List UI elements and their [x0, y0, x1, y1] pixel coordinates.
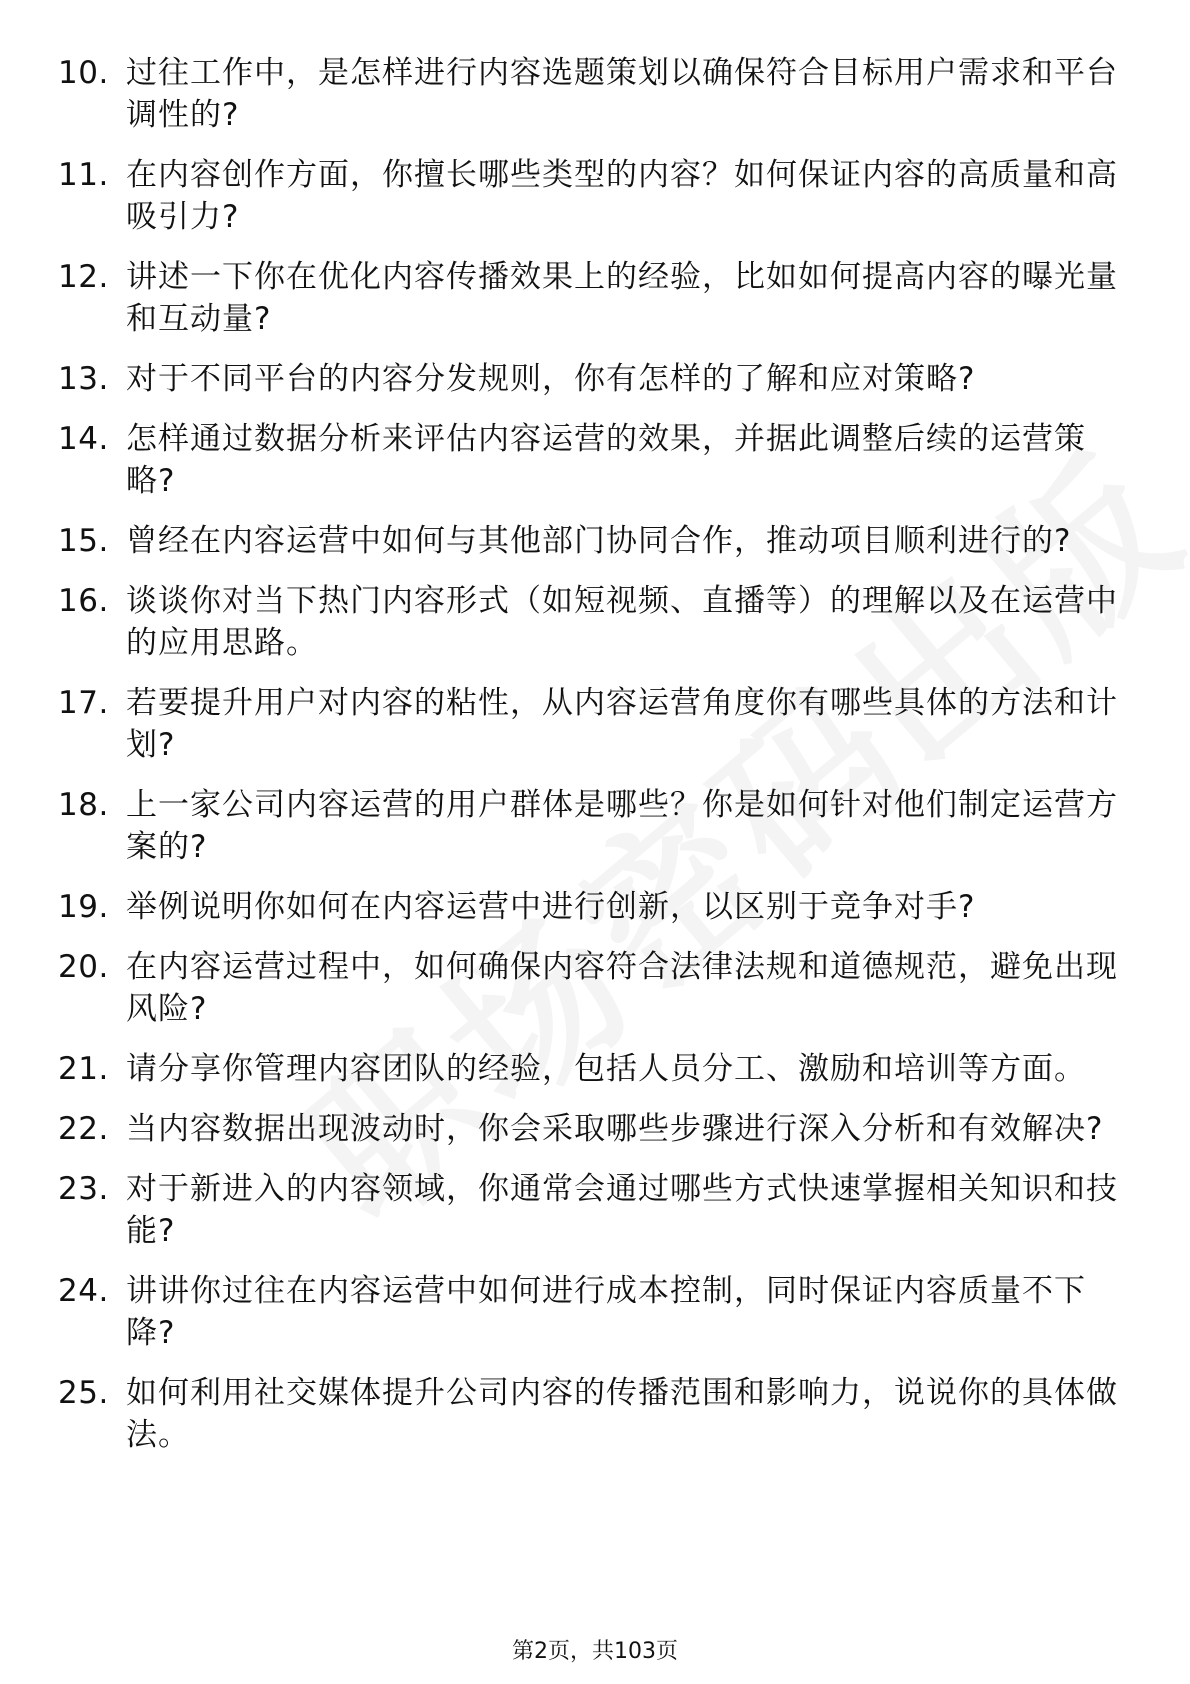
question-text: 对于不同平台的内容分发规则，你有怎样的了解和应对策略?: [126, 361, 976, 397]
question-text: 讲述一下你在优化内容传播效果上的经验，比如如何提高内容的曝光量和互动量?: [126, 259, 1118, 337]
question-number: 14.: [58, 421, 109, 457]
question-item: [58, 784, 1118, 868]
question-number: 16.: [58, 583, 109, 619]
question-item: [58, 886, 1118, 928]
question-number: 21.: [58, 1051, 109, 1087]
question-item: [58, 418, 1118, 502]
question-list: [58, 52, 1118, 1474]
question-text: 过往工作中，是怎样进行内容选题策划以确保符合目标用户需求和平台调性的?: [126, 55, 1118, 133]
question-item: [58, 358, 1118, 400]
question-text: 在内容创作方面，你擅长哪些类型的内容？如何保证内容的高质量和高吸引力?: [126, 157, 1118, 235]
question-number: 15.: [58, 523, 109, 559]
question-text: 对于新进入的内容领域，你通常会通过哪些方式快速掌握相关知识和技能?: [126, 1171, 1118, 1249]
question-number: 22.: [58, 1111, 109, 1147]
question-item: [58, 154, 1118, 238]
question-number: 23.: [58, 1171, 109, 1207]
question-item: [58, 256, 1118, 340]
question-item: [58, 1372, 1118, 1456]
question-item: [58, 520, 1118, 562]
question-item: [58, 1168, 1118, 1252]
question-item: [58, 682, 1118, 766]
question-number: 24.: [58, 1273, 109, 1309]
question-text: 在内容运营过程中，如何确保内容符合法律法规和道德规范，避免出现风险?: [126, 949, 1118, 1027]
question-number: 19.: [58, 889, 109, 925]
question-item: [58, 580, 1118, 664]
question-text: 谈谈你对当下热门内容形式（如短视频、直播等）的理解以及在运营中的应用思路。: [126, 583, 1118, 661]
question-text: 如何利用社交媒体提升公司内容的传播范围和影响力，说说你的具体做法。: [126, 1375, 1118, 1453]
question-number: 25.: [58, 1375, 109, 1411]
question-text: 请分享你管理内容团队的经验，包括人员分工、激励和培训等方面。: [126, 1051, 1086, 1087]
question-number: 13.: [58, 361, 109, 397]
question-item: [58, 1108, 1118, 1150]
question-text: 怎样通过数据分析来评估内容运营的效果，并据此调整后续的运营策略?: [126, 421, 1086, 499]
question-number: 17.: [58, 685, 109, 721]
question-text: 举例说明你如何在内容运营中进行创新，以区别于竞争对手?: [126, 889, 976, 925]
question-item: [58, 946, 1118, 1030]
question-text: 当内容数据出现波动时，你会采取哪些步骤进行深入分析和有效解决?: [126, 1111, 1104, 1147]
question-text: 曾经在内容运营中如何与其他部门协同合作，推动项目顺利进行的?: [126, 523, 1072, 559]
question-item: [58, 52, 1118, 136]
question-number: 20.: [58, 949, 109, 985]
question-text: 讲讲你过往在内容运营中如何进行成本控制，同时保证内容质量不下降?: [126, 1273, 1086, 1351]
question-text: 若要提升用户对内容的粘性，从内容运营角度你有哪些具体的方法和计划?: [126, 685, 1118, 763]
question-number: 12.: [58, 259, 109, 295]
question-item: [58, 1048, 1118, 1090]
question-number: 10.: [58, 55, 109, 91]
question-number: 11.: [58, 157, 109, 193]
page-footer: 第2页，共103页: [512, 1639, 678, 1664]
question-text: 上一家公司内容运营的用户群体是哪些？你是如何针对他们制定运营方案的?: [126, 787, 1118, 865]
question-item: [58, 1270, 1118, 1354]
question-number: 18.: [58, 787, 109, 823]
